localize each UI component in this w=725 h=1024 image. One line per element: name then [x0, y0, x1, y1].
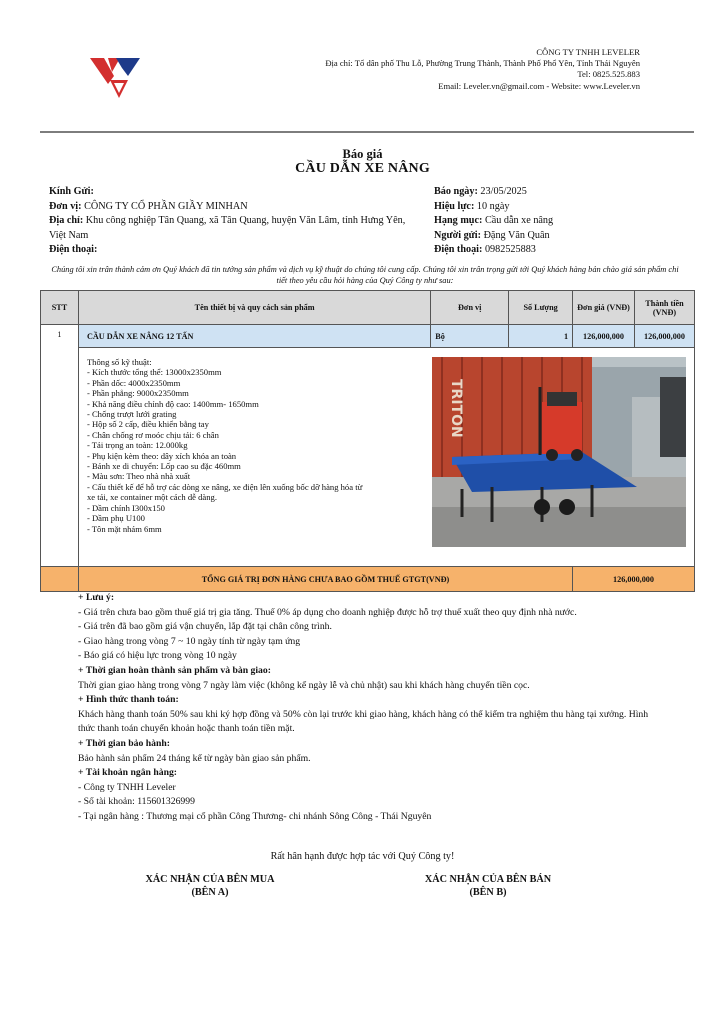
spec-line: - Hộp số 2 cấp, điều khiển bằng tay	[86, 419, 209, 430]
company-address: Địa chỉ: Tổ dân phố Thu Lỗ, Phường Trung Thành, Thành Phố Phổ Yên, Tỉnh Thái Nguyên	[325, 58, 640, 69]
delivery-text: Thời gian giao hàng trong vòng 7 ngày làm việc (không kể ngày lễ và chủ nhật) sau khi khách hàng chuyển tiền cọc.	[78, 679, 530, 691]
warranty-text: Bảo hành sản phẩm 24 tháng kể từ ngày bàn giao sản phẩm.	[78, 752, 311, 764]
note-line: - Báo giá có hiệu lực trong vòng 10 ngày	[78, 650, 237, 662]
item-qty: 1	[509, 325, 573, 348]
doc-subtitle: CẦU DẪN XE NÂNG	[295, 161, 430, 176]
spec-line: - Dầm chính I300x150	[86, 502, 165, 513]
total-row	[41, 567, 695, 592]
spec-line: - Tải trọng an toàn: 12.000kg	[86, 440, 188, 451]
quote-date: 23/05/2025	[480, 186, 527, 197]
spec-line: - Bánh xe di chuyển: Lốp cao su đặc 460mm	[86, 461, 241, 472]
spec-line: - Kích thước tổng thể: 13000x2350mm	[86, 367, 222, 378]
quote-phone: 0982525883	[484, 244, 536, 255]
spec-line: - Phần dốc: 4000x2350mm	[86, 377, 181, 388]
company-contact: Email: Leveler.vn@gmail.com - Website: www.Leveler.vn	[438, 80, 640, 91]
total-value: 126,000,000	[573, 567, 695, 592]
col-name: Tên thiết bị và quy cách sản phẩm	[78, 291, 430, 325]
total-empty-cell	[41, 567, 79, 592]
customer-phone-label: Điện thoại:	[49, 244, 98, 255]
spec-line: - Chống trượt lưới grating	[86, 409, 177, 420]
note-heading: + Lưu ý:	[78, 592, 115, 603]
item-unit: Bộ	[431, 325, 509, 348]
date-label: Báo ngày:	[434, 186, 478, 197]
quote-info	[434, 185, 694, 258]
bank-line: - Tại ngân hàng : Thương mại cổ phần Công Thương- chi nhánh Sông Công - Thái Nguyên	[78, 810, 432, 822]
item-price: 126,000,000	[573, 325, 635, 348]
spec-line: - Phần phẳng: 9000x2350mm	[86, 388, 189, 399]
sender-phone-label: Điện thoại:	[434, 244, 483, 255]
item-name: CẦU DẪN XE NÂNG 12 TẤN	[78, 325, 430, 348]
col-qty: Số Lượng	[509, 291, 573, 325]
company-name: CÔNG TY TNHH LEVELER	[536, 47, 640, 57]
buyer-signature-block	[110, 874, 310, 899]
spec-line: Thông số kỹ thuật:	[86, 357, 152, 367]
spec-line: xe tải, xe container một cách dễ dàng.	[86, 492, 217, 503]
container-text: TRITON	[448, 379, 464, 438]
closing-text: Rất hân hạnh được hợp tác với Quý Công ty!	[270, 851, 455, 862]
company-tel: Tel: 0825.525.883	[577, 69, 640, 80]
total-label: TỔNG GIÁ TRỊ ĐƠN HÀNG CHƯA BAO GỒM THUẾ GTGT(VNĐ)	[78, 567, 572, 592]
col-stt: STT	[41, 291, 79, 325]
customer-unit: CÔNG TY CỔ PHẦN GIẦY MINHAN	[84, 200, 248, 212]
col-price: Đơn giá (VNĐ)	[573, 291, 635, 325]
bank-heading: + Tài khoản ngân hàng:	[78, 767, 178, 779]
seller-party: (BÊN B)	[469, 886, 507, 898]
doc-title: Báo giá	[342, 147, 383, 161]
note-line: - Giá trên đã bao gồm giá vận chuyển, lắp đặt tại chân công trình.	[78, 621, 332, 633]
spec-line: - Khả năng điều chỉnh độ cao: 1400mm- 1650mm	[86, 398, 259, 409]
company-logo	[86, 50, 146, 104]
quote-category: Cầu dẫn xe nâng	[484, 215, 554, 226]
bank-line: - Số tài khoản: 115601326999	[78, 796, 195, 808]
quote-validity: 10 ngày	[476, 200, 510, 212]
notes-section	[78, 591, 653, 825]
spec-line: - Màu sơn: Theo nhà nhà xuất	[86, 471, 191, 482]
customer-address: Khu công nghiệp Tân Quang, xã Tân Quang, huyện Văn Lâm, tỉnh Hưng Yên, Việt Nam	[49, 215, 406, 241]
bank-line: - Công ty TNHH Leveler	[78, 781, 176, 793]
greeting-label: Kính Gửi:	[49, 186, 94, 197]
address-label: Địa chỉ:	[49, 215, 84, 226]
intro-text: Chúng tôi xin trân thành cảm ơn Quý khách đã tin tưởng sản phẩm và dịch vụ kỹ thuật do chúng tôi cung cấp. Chúng tôi xin trân trọng gửi tới Quý khách hàng bản chào giá sản phẩm chi tiết theo yêu cầu hỏi hàng của Quý Công ty như sau:	[51, 265, 679, 285]
col-unit: Đơn vị	[431, 291, 509, 325]
spec-line: - Chân chống rơ moóc chịu tải: 6 chân	[86, 429, 219, 440]
unit-label: Đơn vị:	[49, 200, 82, 212]
delivery-heading: + Thời gian hoàn thành sản phẩm và bàn giao:	[78, 664, 271, 676]
validity-label: Hiệu lực:	[434, 200, 475, 212]
item-stt: 1	[41, 325, 79, 567]
note-line: - Giao hàng trong vòng 7 ~ 10 ngày tính từ ngày tạm ứng	[78, 635, 301, 647]
table-header-row	[41, 291, 695, 325]
spec-line: - Tôn mặt nhám 6mm	[86, 523, 162, 534]
buyer-title: XÁC NHẬN CỦA BÊN MUA	[145, 874, 275, 885]
quote-sender: Đặng Văn Quân	[483, 229, 550, 241]
item-total: 126,000,000	[635, 325, 695, 348]
company-info	[325, 47, 640, 92]
col-total: Thành tiền (VNĐ)	[635, 291, 695, 325]
sender-label: Người gửi:	[434, 229, 482, 241]
customer-info	[49, 185, 414, 258]
spec-line: - Cấu thiết kế để hỗ trợ các dòng xe nâng, xe điện lên xuống bốc dỡ hàng hóa từ	[86, 481, 363, 492]
payment-text: Khách hàng thanh toán 50% sau khi ký hợp đồng và 50% còn lại trước khi giao hàng, khách hàng có thể kiểm tra nghiệm thu hàng tại xưởng. Hình thức thanh toán chuyển khoản hoặc thanh toán tiền mặt.	[78, 708, 649, 735]
category-label: Hạng mục:	[434, 215, 483, 226]
header-divider	[40, 131, 694, 133]
spec-line: - Phụ kiện kèm theo: dây xích khóa an toàn	[86, 450, 237, 461]
buyer-party: (BÊN A)	[191, 886, 229, 898]
payment-heading: + Hình thức thanh toán:	[78, 694, 179, 706]
warranty-heading: + Thời gian bảo hành:	[78, 737, 171, 749]
seller-title: XÁC NHẬN CỦA BÊN BÁN	[424, 874, 552, 885]
note-line: - Giá trên chưa bao gồm thuế giá trị gia tăng. Thuế 0% áp dụng cho doanh nghiệp được hỗ trợ thuế xuất theo quy định nhà nước.	[78, 606, 577, 618]
seller-signature-block	[388, 874, 588, 899]
spec-line: - Dầm phụ U100	[86, 513, 145, 524]
table-row	[41, 325, 695, 348]
product-photo	[432, 357, 686, 547]
